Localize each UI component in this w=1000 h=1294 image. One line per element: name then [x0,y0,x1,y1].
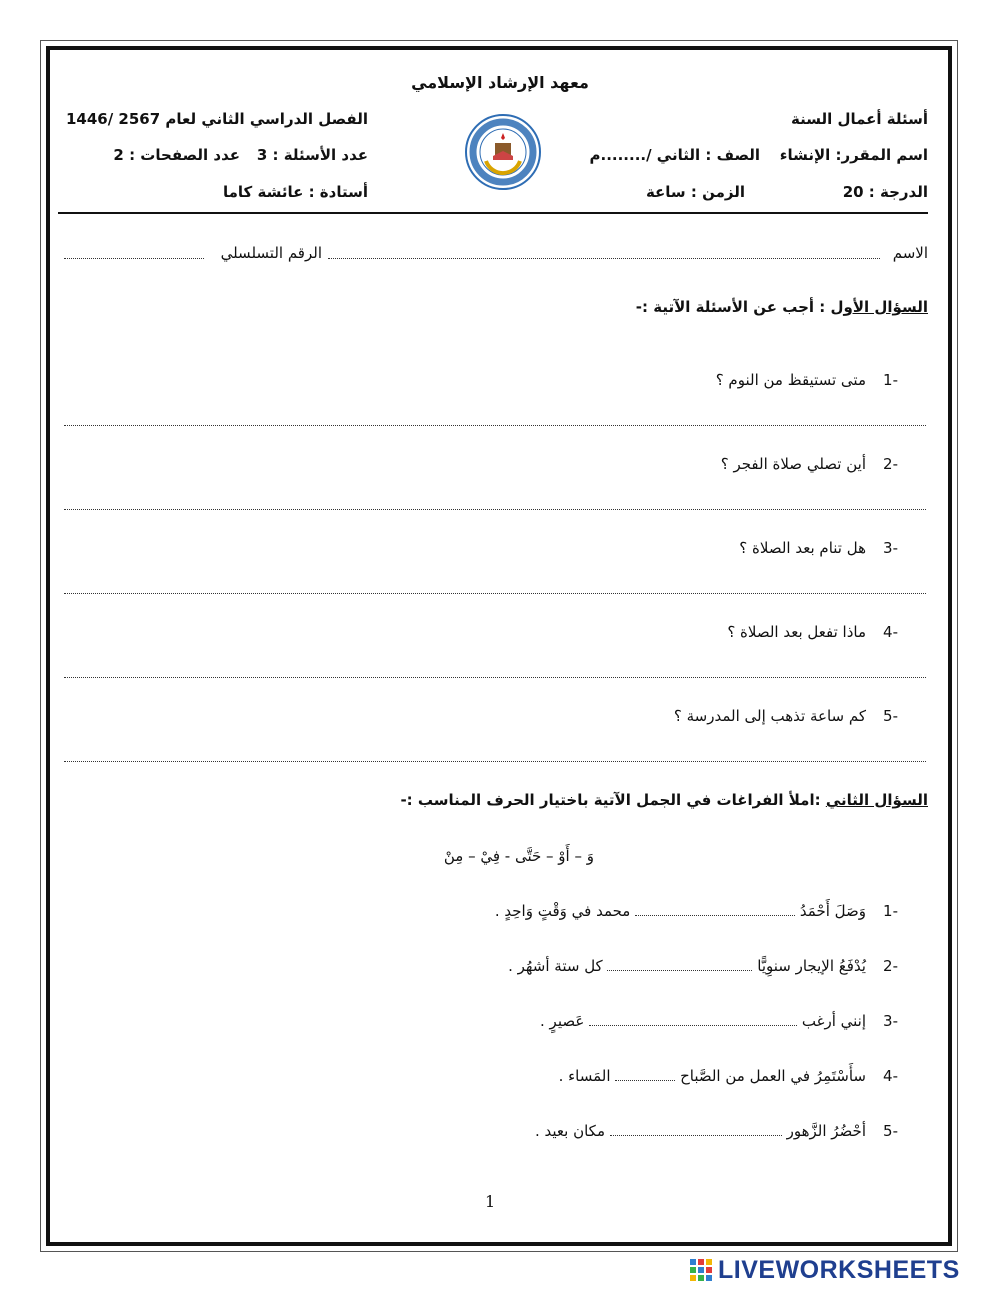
school-seal-icon [464,113,542,191]
q2-item-number: -3 [883,1012,898,1030]
q1-item-number: -5 [883,707,898,725]
q2-item-before: يُدْفَعُ الإيجار سنوِيًّا [757,957,866,975]
q1-item-number: -2 [883,455,898,473]
q2-blank-2[interactable] [607,970,752,971]
q1-heading [636,298,928,316]
q2-item-2 [508,957,898,975]
q2-item-number: -2 [883,957,898,975]
q2-item-number: -5 [883,1122,898,1140]
q2-item-after: محمد في وَقْتٍ وَاحِدٍ . [494,902,631,920]
liveworksheets-logo[interactable] [690,1255,960,1285]
grid-cell [690,1267,696,1273]
q2-heading [400,791,928,809]
q2-item-before: وَصَلَ أَحْمَدُ [799,902,866,920]
q2-item-number: -4 [883,1067,898,1085]
q1-answer-line-5[interactable] [64,761,926,762]
course-name: اسم المقرر: الإنشاء [779,146,928,164]
q1-item-text: ماذا تفعل بعد الصلاة ؟ [727,623,866,641]
q2-item-before: سأَسْتَمِرُ في العمل من الصَّباح [680,1067,866,1085]
q1-item-text: متى تستيقظ من النوم ؟ [715,371,866,389]
q1-answer-line-1[interactable] [64,425,926,426]
grade: الدرجة : 20 [842,183,928,201]
q2-item-4 [559,1067,898,1085]
q1-item-text: أين تصلي صلاة الفجر ؟ [720,455,866,473]
q2-item-after: المَساء . [558,1067,611,1085]
liveworksheets-text: LIVEWORKSHEETS [718,1255,960,1284]
liveworksheets-grid-icon [690,1259,712,1281]
q1-item-3 [739,539,898,557]
page-count: عدد الصفحات : 2 [113,146,240,164]
institute-name: معهد الإرشاد الإسلامي [411,73,589,92]
serial-number-field[interactable] [64,258,204,259]
q1-answer-line-4[interactable] [64,677,926,678]
q2-item-before: أحْضُرُ الزَّهور [786,1122,866,1140]
exam-title: أسئلة أعمال السنة [790,110,928,128]
q2-item-before: إنني أرغب [801,1012,866,1030]
q2-item-3 [540,1012,898,1030]
q2-blank-4[interactable] [615,1080,675,1081]
q2-blank-3[interactable] [589,1025,797,1026]
q2-item-after: مكان بعيد . [534,1122,606,1140]
q2-choices: وَ – أَوْ – حَتَّى - فِيْ – مِنْ [443,847,594,865]
q1-item-1 [716,371,898,389]
student-name-field[interactable] [328,258,880,259]
q1-item-number: -1 [883,371,898,389]
q1-answer-line-3[interactable] [64,593,926,594]
grid-cell [706,1275,712,1281]
student-name-label: الاسم [892,244,928,262]
grid-cell [706,1267,712,1273]
q2-item-5 [535,1122,898,1140]
q1-title: السؤال الأول [830,298,928,316]
grid-cell [706,1259,712,1265]
grid-cell [698,1259,704,1265]
q1-item-number: -3 [883,539,898,557]
grid-cell [690,1275,696,1281]
q2-blank-1[interactable] [635,915,795,916]
q2-item-after: عَصيرٍ . [540,1012,585,1030]
exam-time: الزمن : ساعة [645,183,745,201]
grid-cell [698,1275,704,1281]
header-divider [58,212,928,214]
q2-item-after: كل ستة أشهُر . [508,957,603,975]
q1-item-number: -4 [883,623,898,641]
q1-item-5 [674,707,898,725]
q1-answer-line-2[interactable] [64,509,926,510]
grid-cell [698,1267,704,1273]
q1-item-text: هل تنام بعد الصلاة ؟ [739,539,866,557]
serial-number-label: الرقم التسلسلي [220,244,322,262]
q2-item-number: -1 [883,902,898,920]
page-inner-border [46,46,952,1246]
class-field: الصف : الثاني /........م [589,146,760,164]
grid-cell [690,1259,696,1265]
page-number: 1 [485,1192,496,1211]
q2-item-1 [495,902,898,920]
semester: الفصل الدراسي الثاني لعام 2567 /1446 [65,110,368,128]
question-count: عدد الأسئلة : 3 [256,146,368,164]
q2-blank-5[interactable] [610,1135,782,1136]
teacher-name: أستادة : عائشة كاما [222,183,368,201]
q1-instruction: : أجب عن الأسئلة الآتية :- [635,298,826,316]
q1-item-4 [727,623,898,641]
q1-item-text: كم ساعة تذهب إلى المدرسة ؟ [673,707,866,725]
q2-title: السؤال الثاني [825,791,928,809]
q1-item-2 [721,455,898,473]
q2-instruction: :املأ الفراغات في الجمل الآتية باختيار الحرف المناسب :- [400,791,821,809]
